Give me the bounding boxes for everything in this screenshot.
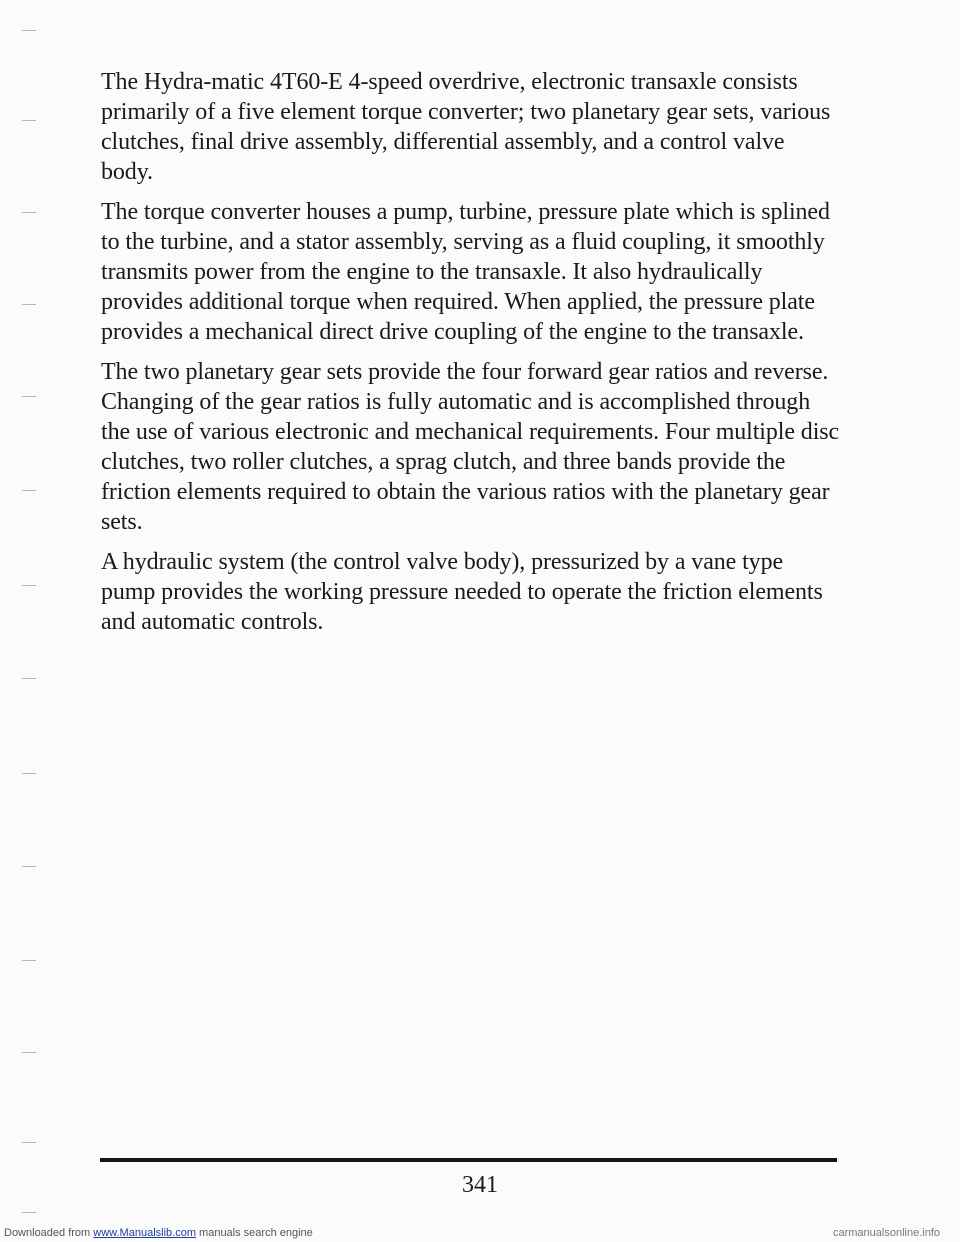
margin-tick xyxy=(22,30,36,31)
margin-tick xyxy=(22,304,36,305)
margin-tick xyxy=(22,678,36,679)
margin-tick xyxy=(22,866,36,867)
paragraph-torque-converter: The torque converter houses a pump, turbine, pressure plate which is splined to the turbine, and a stator assembly, serving as a fluid coupling, it smoothly transmits power from the engine to the transaxle. It also hydraulically provides additional torque when required. When applied, the pressure plate provides a mechanical direct drive coupling of the engine to the transaxle. xyxy=(101,199,830,345)
download-prefix: Downloaded from xyxy=(4,1227,94,1239)
download-credit xyxy=(4,1226,313,1240)
margin-tick xyxy=(22,585,36,586)
margin-tick xyxy=(22,1142,36,1143)
watermark-text: carmanualsonline.info xyxy=(832,1227,940,1239)
page-number: 341 xyxy=(462,1172,498,1198)
manualslib-link[interactable]: www.Manualslib.com xyxy=(93,1227,196,1239)
margin-tick xyxy=(22,120,36,121)
margin-tick xyxy=(22,1212,36,1213)
footer-rule xyxy=(100,1158,837,1162)
paragraph-planetary-gear-sets: The two planetary gear sets provide the four forward gear ratios and reverse. Changing of the gear ratios is fully automatic and is accomplished through the use of various electronic and mechanical requirements. Four multiple disc clutches, two roller clutches, a sprag clutch, and three bands provide the friction elements required to obtain the various ratios with the planetary gear sets. xyxy=(101,359,840,535)
paragraph-transaxle-overview: The Hydra-matic 4T60-E 4-speed overdrive, electronic transaxle consists primarily of a five element torque converter; two planetary gear sets, various clutches, final drive assembly, differential assembly, and a control valve body. xyxy=(101,69,831,185)
margin-tick xyxy=(22,396,36,397)
body-text xyxy=(101,67,841,647)
margin-tick xyxy=(22,773,36,774)
download-suffix: manuals search engine xyxy=(195,1227,313,1239)
margin-tick xyxy=(22,1052,36,1053)
margin-tick xyxy=(22,960,36,961)
margin-tick xyxy=(22,212,36,213)
margin-tick xyxy=(22,490,36,491)
paragraph-hydraulic-system: A hydraulic system (the control valve body), pressurized by a vane type pump provides the working pressure needed to operate the friction elements and automatic controls. xyxy=(101,549,823,635)
